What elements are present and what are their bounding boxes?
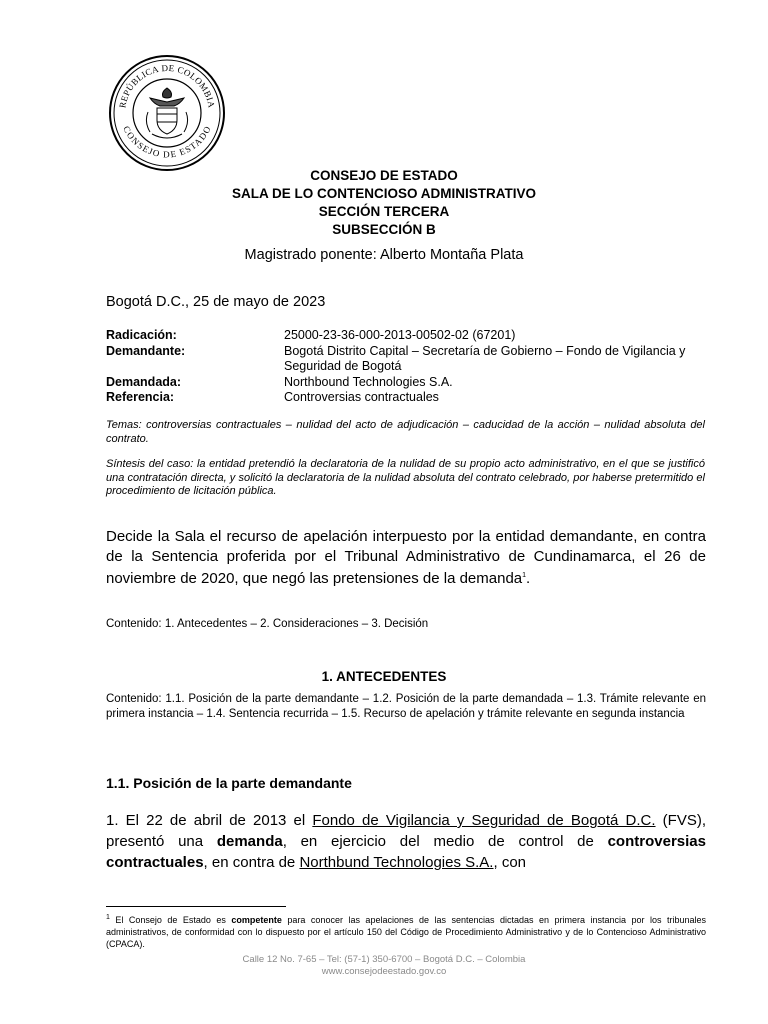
fvs-link[interactable]: Fondo de Vigilancia y Seguridad de Bogotá D.C. (312, 812, 656, 829)
footnote-1 (106, 912, 706, 950)
p1-text-e: , con (493, 854, 527, 871)
decision-intro-text: Decide la Sala el recurso de apelación interpuesto por la entidad demandante, en contra de la Sentencia proferida por el Tribunal Administrativo de Cundinamarca, el 26 de noviembre de 2020, que negó las pretensiones de la demanda (106, 528, 706, 587)
p1-bold-demanda: demanda (216, 833, 283, 850)
sintesis-paragraph: Síntesis del caso: la entidad pretendió la declaratoria de la nulidad de su propio acto administrativo, en el que se justificó una contratación directa, y solicitó la declaratoria de la nulidad absoluta del contrato celebrado, por haberse pretermitido el procedimiento de licitación pública. (106, 458, 705, 497)
magistrate: Magistrado ponente: Alberto Montaña Plata (244, 247, 524, 263)
footnote-text-b: para conocer las apelaciones de las sentencias dictadas en primera instancia por los tribunales administrativos, de conformidad con lo dispuesto por el artículo 150 del Código de Procedimiento Administrativo y de lo Contencioso Administrativo (CPACA). (106, 915, 707, 949)
footnote-bold: competente (231, 915, 282, 925)
footnote-ref[interactable]: 1 (522, 572, 527, 579)
meta-value: Controversias contractuales (284, 390, 439, 404)
footer-address: Calle 12 No. 7-65 – Tel: (57-1) 350-6700 – Bogotá D.C. – Colombia (242, 954, 526, 965)
p1-text-b: (FVS), presentó una (106, 812, 706, 850)
meta-value: Bogotá Distrito Capital – Secretaría de Gobierno – Fondo de Vigilancia y Seguridad de Bogotá (284, 343, 686, 373)
northbund-link[interactable]: Northbund Technologies S.A. (299, 854, 494, 871)
coat-of-arms-icon (146, 88, 187, 138)
subsection-title: 1.1. Posición de la parte demandante (106, 775, 352, 791)
meta-key: Radicación: (106, 328, 177, 342)
consejo-de-estado-seal (108, 54, 226, 172)
paragraph-1 (106, 810, 706, 873)
footnote-text-a: El Consejo de Estado es (109, 915, 232, 925)
meta-value: Northbound Technologies S.A. (284, 374, 453, 389)
meta-row-radicacion (106, 328, 706, 344)
court-name: CONSEJO DE ESTADO (310, 168, 458, 183)
meta-key: Demandada: (106, 374, 182, 389)
subsection-name: SUBSECCIÓN B (332, 222, 436, 237)
decision-intro-paragraph (106, 527, 706, 589)
p1-bold-controversias: controversias contractuales (106, 833, 706, 871)
footer-website[interactable]: www.consejodeestado.gov.co (321, 965, 447, 977)
meta-value: 25000-23-36-000-2013-00502-02 (67201) (284, 328, 516, 342)
contents-summary: Contenido: 1. Antecedentes – 2. Consideraciones – 3. Decisión (106, 618, 429, 630)
contents-section-1: Contenido: 1.1. Posición de la parte demandante – 1.2. Posición de la parte demandada – 1.3. Trámite relevante en primera instancia – 1.4. Sentencia recurrida – 1.5. Recurso de apelación y trámite relevante en segunda instancia (106, 693, 706, 720)
p1-text-c: , en ejercicio del medio de control de (282, 833, 608, 850)
temas-paragraph: Temas: controversias contractuales – nulidad del acto de adjudicación – caducidad de la acción – nulidad absoluta del contrato. (106, 419, 705, 445)
section-title-antecedentes: 1. ANTECEDENTES (321, 669, 447, 684)
meta-key: Demandante: (106, 343, 186, 358)
footnote-number: 1 (106, 914, 110, 921)
chamber-name: SALA DE LO CONTENCIOSO ADMINISTRATIVO (231, 186, 536, 201)
footnote-separator (106, 906, 286, 907)
page-footer (0, 954, 768, 977)
p1-text-a: 1. El 22 de abril de 2013 el (106, 812, 313, 829)
case-metadata (106, 328, 706, 406)
meta-row-demandada (106, 375, 706, 391)
seal-ring-top-text: REPÚBLICA DE COLOMBIA (117, 62, 217, 109)
p1-text-d: , en contra de (203, 854, 300, 871)
section-name: SECCIÓN TERCERA (318, 204, 450, 219)
meta-key: Referencia: (106, 390, 175, 404)
decision-intro-end: . (526, 570, 531, 587)
seal-ring-bottom-text: CONSEJO DE ESTADO (121, 124, 213, 160)
meta-row-referencia (106, 390, 706, 406)
meta-row-demandante (106, 344, 706, 375)
document-date: Bogotá D.C., 25 de mayo de 2023 (106, 294, 326, 310)
